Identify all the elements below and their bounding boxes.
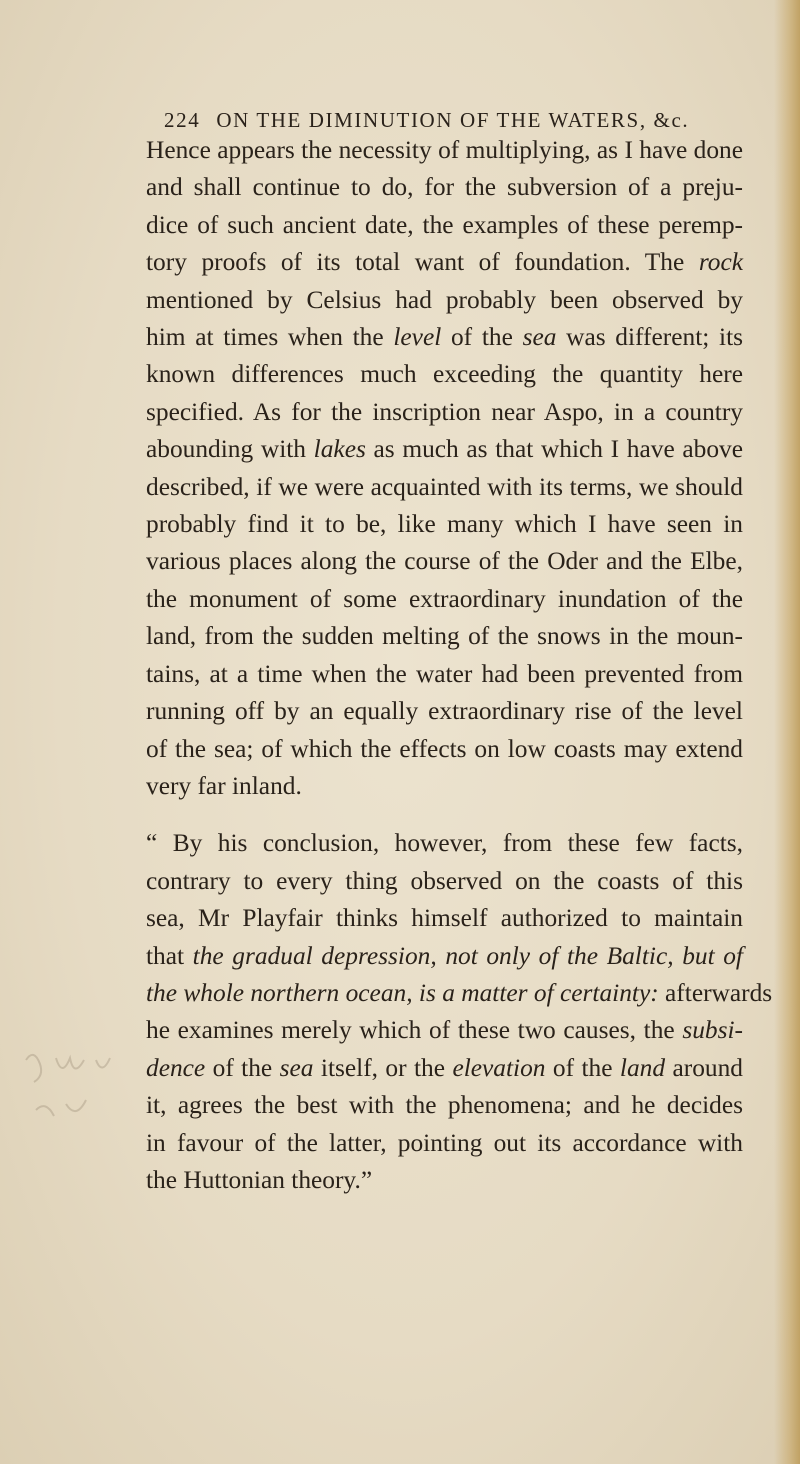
text-line: the Huttonian theory.” [146, 1165, 373, 1194]
page-edge-shadow [774, 0, 800, 1464]
text-line: abounding with lakes as much as that which I have above [146, 435, 743, 464]
text-line: tains, at a time when the water had been prevented from [146, 659, 743, 688]
text-line: mentioned by Celsius had probably been observed by [146, 285, 743, 314]
paragraph-1 [107, 132, 743, 805]
text-line: the monument of some extraordinary inundation of the [146, 584, 743, 613]
text-line: running off by an equally extraordinary rise of the level [146, 697, 743, 726]
text-line: and shall continue to do, for the subversion of a preju- [146, 173, 743, 202]
text-line: it, agrees the best with the phenomena; and he decides [146, 1091, 743, 1120]
text-line: specified. As for the inscription near Aspo, in a country [146, 397, 743, 426]
text-line: sea, Mr Playfair thinks himself authorized to maintain [146, 904, 743, 933]
text-line: dence of the sea itself, or the elevation of the land around [146, 1053, 743, 1082]
text-line: land, from the sudden melting of the snows in the moun- [146, 622, 743, 651]
text-line: very far inland. [146, 771, 302, 800]
text-line: tory proofs of its total want of foundation. The rock [146, 248, 743, 277]
running-header [164, 108, 724, 133]
body-text [107, 132, 773, 1199]
text-line: described, if we were acquainted with its terms, we should [146, 472, 743, 501]
paragraph-2 [107, 825, 773, 1199]
text-line: in favour of the latter, pointing out its accordance with [146, 1128, 743, 1157]
text-line: various places along the course of the Oder and the Elbe, [146, 547, 743, 576]
text-line: that the gradual depression, not only of the Baltic, but of [146, 941, 743, 970]
text-line: dice of such ancient date, the examples of these peremp- [146, 210, 743, 239]
text-line: “ By his conclusion, however, from these few facts, [146, 829, 743, 858]
text-line: he examines merely which of these two causes, the subsi- [146, 1016, 743, 1045]
text-line: contrary to every thing observed on the coasts of this [146, 866, 743, 895]
page-number: 224 [164, 108, 201, 132]
running-title: ON THE DIMINUTION OF THE WATERS, &c. [216, 108, 690, 132]
text-line: Hence appears the necessity of multiplying, as I have done [146, 136, 743, 164]
faded-marginalia-handwriting [16, 1040, 136, 1150]
text-line: him at times when the level of the sea was different; its [146, 323, 743, 352]
text-line: the whole northern ocean, is a matter of certainty: afterwards [146, 978, 773, 1007]
text-line: of the sea; of which the effects on low coasts may extend [146, 734, 743, 763]
text-line: probably find it to be, like many which I have seen in [146, 510, 743, 539]
text-line: known differences much exceeding the quantity here [146, 360, 743, 389]
